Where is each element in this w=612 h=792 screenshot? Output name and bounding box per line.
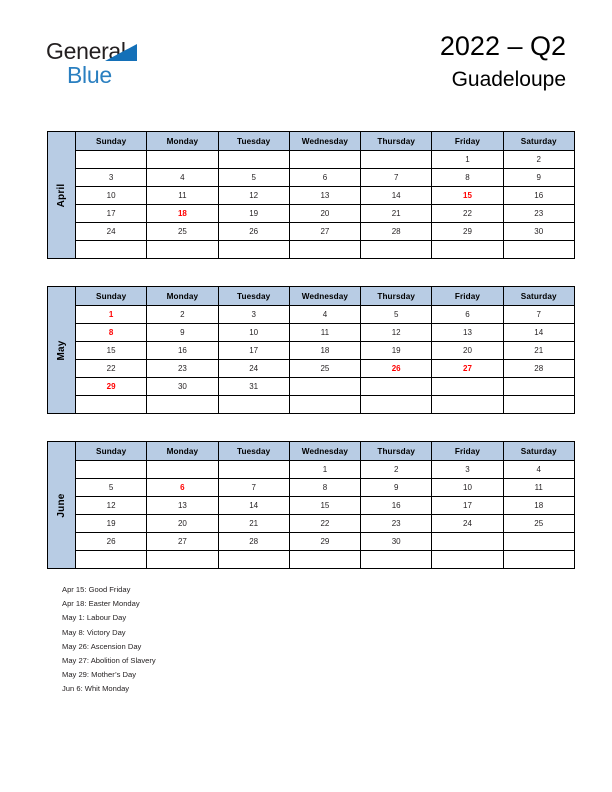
day-header-thursday: Thursday <box>361 442 432 461</box>
day-cell-april-8[interactable]: 8 <box>432 169 503 187</box>
day-header-thursday: Thursday <box>361 132 432 151</box>
day-cell-june-8[interactable]: 8 <box>289 479 360 497</box>
day-header-tuesday: Tuesday <box>218 442 289 461</box>
day-cell-june-9[interactable]: 9 <box>361 479 432 497</box>
week-row <box>48 551 575 569</box>
day-cell-may-3[interactable]: 3 <box>218 306 289 324</box>
holiday-legend <box>62 583 462 697</box>
day-cell-june-19[interactable]: 19 <box>76 515 147 533</box>
holiday-legend-item: May 27: Abolition of Slavery <box>62 656 156 666</box>
day-cell-april-13[interactable]: 13 <box>289 187 360 205</box>
day-cell-june-17[interactable]: 17 <box>432 497 503 515</box>
day-cell-empty <box>503 378 574 396</box>
day-cell-may-28[interactable]: 28 <box>503 360 574 378</box>
day-cell-empty <box>218 551 289 569</box>
day-cell-june-26[interactable]: 26 <box>76 533 147 551</box>
day-cell-empty <box>289 551 360 569</box>
day-cell-june-11[interactable]: 11 <box>503 479 574 497</box>
day-cell-may-8[interactable]: 8 <box>76 324 147 342</box>
week-row <box>48 151 575 169</box>
day-header-saturday: Saturday <box>503 132 574 151</box>
day-cell-may-5[interactable]: 5 <box>361 306 432 324</box>
day-cell-empty <box>76 151 147 169</box>
day-cell-empty <box>289 241 360 259</box>
day-cell-may-12[interactable]: 12 <box>361 324 432 342</box>
week-row <box>48 306 575 324</box>
month-table-may <box>47 286 575 414</box>
month-label-text: May <box>56 339 67 361</box>
day-cell-empty <box>503 396 574 414</box>
week-row <box>48 461 575 479</box>
day-header-thursday: Thursday <box>361 287 432 306</box>
day-cell-april-11[interactable]: 11 <box>147 187 218 205</box>
week-row <box>48 360 575 378</box>
day-cell-june-20[interactable]: 20 <box>147 515 218 533</box>
day-cell-empty <box>76 551 147 569</box>
day-cell-june-15[interactable]: 15 <box>289 497 360 515</box>
day-cell-april-21[interactable]: 21 <box>361 205 432 223</box>
title-block <box>440 30 566 93</box>
day-cell-may-1[interactable]: 1 <box>76 306 147 324</box>
day-header-saturday: Saturday <box>503 442 574 461</box>
day-cell-april-19[interactable]: 19 <box>218 205 289 223</box>
day-cell-june-7[interactable]: 7 <box>218 479 289 497</box>
day-cell-june-5[interactable]: 5 <box>76 479 147 497</box>
day-cell-empty <box>147 551 218 569</box>
page-subtitle: Guadeloupe <box>451 68 566 91</box>
day-cell-may-15[interactable]: 15 <box>76 342 147 360</box>
day-cell-may-7[interactable]: 7 <box>503 306 574 324</box>
day-header-friday: Friday <box>432 132 503 151</box>
day-cell-april-12[interactable]: 12 <box>218 187 289 205</box>
day-cell-may-13[interactable]: 13 <box>432 324 503 342</box>
day-header-sunday: Sunday <box>76 442 147 461</box>
day-cell-empty <box>503 551 574 569</box>
week-row <box>48 324 575 342</box>
day-cell-june-14[interactable]: 14 <box>218 497 289 515</box>
month-label-text: June <box>56 492 67 518</box>
page-title: 2022 – Q2 <box>439 31 566 61</box>
day-cell-june-22[interactable]: 22 <box>289 515 360 533</box>
day-cell-empty <box>76 461 147 479</box>
month-label-june <box>48 442 76 569</box>
day-cell-may-17[interactable]: 17 <box>218 342 289 360</box>
day-cell-may-16[interactable]: 16 <box>147 342 218 360</box>
day-cell-april-15[interactable]: 15 <box>432 187 503 205</box>
day-header-wednesday: Wednesday <box>289 132 360 151</box>
day-cell-april-6[interactable]: 6 <box>289 169 360 187</box>
week-row <box>48 241 575 259</box>
day-cell-june-4[interactable]: 4 <box>503 461 574 479</box>
day-cell-empty <box>147 396 218 414</box>
day-cell-may-14[interactable]: 14 <box>503 324 574 342</box>
week-row <box>48 378 575 396</box>
day-cell-june-25[interactable]: 25 <box>503 515 574 533</box>
week-row <box>48 205 575 223</box>
day-header-monday: Monday <box>147 442 218 461</box>
week-row <box>48 187 575 205</box>
month-table-april <box>47 131 575 259</box>
day-cell-may-20[interactable]: 20 <box>432 342 503 360</box>
day-cell-june-28[interactable]: 28 <box>218 533 289 551</box>
day-cell-may-25[interactable]: 25 <box>289 360 360 378</box>
month-label-may <box>48 287 76 414</box>
holiday-legend-item: May 8: Victory Day <box>62 627 126 637</box>
day-cell-may-23[interactable]: 23 <box>147 360 218 378</box>
week-row <box>48 396 575 414</box>
day-cell-empty <box>503 533 574 551</box>
day-cell-june-29[interactable]: 29 <box>289 533 360 551</box>
day-cell-june-16[interactable]: 16 <box>361 497 432 515</box>
day-cell-may-18[interactable]: 18 <box>289 342 360 360</box>
day-cell-empty <box>218 461 289 479</box>
day-cell-april-27[interactable]: 27 <box>289 223 360 241</box>
day-header-row <box>48 287 575 306</box>
day-cell-empty <box>432 241 503 259</box>
brand-name-general: General <box>46 38 126 64</box>
day-cell-june-3[interactable]: 3 <box>432 461 503 479</box>
week-row <box>48 479 575 497</box>
day-cell-april-16[interactable]: 16 <box>503 187 574 205</box>
day-cell-april-30[interactable]: 30 <box>503 223 574 241</box>
day-cell-empty <box>147 241 218 259</box>
day-cell-april-20[interactable]: 20 <box>289 205 360 223</box>
day-cell-may-29[interactable]: 29 <box>76 378 147 396</box>
day-cell-april-1[interactable]: 1 <box>432 151 503 169</box>
day-cell-empty <box>147 151 218 169</box>
day-cell-june-23[interactable]: 23 <box>361 515 432 533</box>
week-row <box>48 497 575 515</box>
day-cell-june-6[interactable]: 6 <box>147 479 218 497</box>
holiday-legend-item: May 29: Mother’s Day <box>62 670 136 680</box>
day-cell-april-24[interactable]: 24 <box>76 223 147 241</box>
day-cell-may-24[interactable]: 24 <box>218 360 289 378</box>
day-cell-may-10[interactable]: 10 <box>218 324 289 342</box>
month-table-june <box>47 441 575 569</box>
day-cell-may-6[interactable]: 6 <box>432 306 503 324</box>
day-cell-may-30[interactable]: 30 <box>147 378 218 396</box>
week-row <box>48 223 575 241</box>
day-cell-may-21[interactable]: 21 <box>503 342 574 360</box>
day-cell-june-24[interactable]: 24 <box>432 515 503 533</box>
day-cell-may-19[interactable]: 19 <box>361 342 432 360</box>
day-header-row <box>48 442 575 461</box>
day-cell-april-29[interactable]: 29 <box>432 223 503 241</box>
holiday-legend-item: May 26: Ascension Day <box>62 641 142 651</box>
month-block-may <box>47 286 566 414</box>
week-row <box>48 169 575 187</box>
day-cell-april-17[interactable]: 17 <box>76 205 147 223</box>
day-cell-empty <box>503 241 574 259</box>
day-cell-june-1[interactable]: 1 <box>289 461 360 479</box>
month-block-june <box>47 441 566 569</box>
day-cell-april-2[interactable]: 2 <box>503 151 574 169</box>
day-header-tuesday: Tuesday <box>218 287 289 306</box>
day-header-sunday: Sunday <box>76 287 147 306</box>
day-cell-may-9[interactable]: 9 <box>147 324 218 342</box>
day-cell-april-26[interactable]: 26 <box>218 223 289 241</box>
day-cell-april-23[interactable]: 23 <box>503 205 574 223</box>
day-cell-april-22[interactable]: 22 <box>432 205 503 223</box>
day-cell-april-4[interactable]: 4 <box>147 169 218 187</box>
holiday-legend-item: Apr 18: Easter Monday <box>62 599 140 609</box>
day-cell-empty <box>432 396 503 414</box>
day-cell-june-18[interactable]: 18 <box>503 497 574 515</box>
day-cell-june-30[interactable]: 30 <box>361 533 432 551</box>
day-cell-may-4[interactable]: 4 <box>289 306 360 324</box>
day-header-saturday: Saturday <box>503 287 574 306</box>
day-cell-may-27[interactable]: 27 <box>432 360 503 378</box>
day-cell-may-22[interactable]: 22 <box>76 360 147 378</box>
month-label-april <box>48 132 76 259</box>
day-cell-empty <box>218 241 289 259</box>
day-cell-empty <box>289 378 360 396</box>
day-cell-empty <box>218 396 289 414</box>
day-cell-empty <box>432 551 503 569</box>
day-cell-april-9[interactable]: 9 <box>503 169 574 187</box>
day-cell-june-2[interactable]: 2 <box>361 461 432 479</box>
day-cell-empty <box>289 151 360 169</box>
day-header-wednesday: Wednesday <box>289 287 360 306</box>
day-cell-may-11[interactable]: 11 <box>289 324 360 342</box>
month-label-text: April <box>56 183 67 207</box>
day-cell-april-7[interactable]: 7 <box>361 169 432 187</box>
day-cell-empty <box>76 241 147 259</box>
day-cell-june-12[interactable]: 12 <box>76 497 147 515</box>
day-cell-may-26[interactable]: 26 <box>361 360 432 378</box>
day-header-sunday: Sunday <box>76 132 147 151</box>
day-cell-may-2[interactable]: 2 <box>147 306 218 324</box>
day-cell-empty <box>289 396 360 414</box>
day-header-friday: Friday <box>432 287 503 306</box>
day-cell-empty <box>218 151 289 169</box>
day-cell-april-10[interactable]: 10 <box>76 187 147 205</box>
day-cell-empty <box>361 396 432 414</box>
day-cell-empty <box>76 396 147 414</box>
brand-triangle-icon <box>105 44 137 61</box>
page-header <box>0 0 612 120</box>
day-cell-april-14[interactable]: 14 <box>361 187 432 205</box>
day-cell-april-25[interactable]: 25 <box>147 223 218 241</box>
day-header-monday: Monday <box>147 287 218 306</box>
day-cell-may-31[interactable]: 31 <box>218 378 289 396</box>
brand-logo <box>46 38 226 98</box>
day-cell-empty <box>361 551 432 569</box>
holiday-legend-item: May 1: Labour Day <box>62 613 127 623</box>
day-cell-june-27[interactable]: 27 <box>147 533 218 551</box>
day-cell-empty <box>361 241 432 259</box>
day-cell-april-28[interactable]: 28 <box>361 223 432 241</box>
week-row <box>48 533 575 551</box>
day-cell-empty <box>432 378 503 396</box>
day-cell-empty <box>147 461 218 479</box>
day-cell-april-18[interactable]: 18 <box>147 205 218 223</box>
holiday-legend-item: Apr 15: Good Friday <box>62 585 131 594</box>
day-cell-june-10[interactable]: 10 <box>432 479 503 497</box>
day-header-row <box>48 132 575 151</box>
day-cell-empty <box>361 151 432 169</box>
day-header-wednesday: Wednesday <box>289 442 360 461</box>
day-cell-june-13[interactable]: 13 <box>147 497 218 515</box>
day-header-tuesday: Tuesday <box>218 132 289 151</box>
day-header-friday: Friday <box>432 442 503 461</box>
day-header-monday: Monday <box>147 132 218 151</box>
week-row <box>48 515 575 533</box>
day-cell-empty <box>361 378 432 396</box>
week-row <box>48 342 575 360</box>
holiday-legend-item: Jun 6: Whit Monday <box>62 684 130 694</box>
day-cell-june-21[interactable]: 21 <box>218 515 289 533</box>
month-block-april <box>47 131 566 259</box>
day-cell-april-3[interactable]: 3 <box>76 169 147 187</box>
brand-name-blue: Blue <box>67 62 112 88</box>
day-cell-empty <box>432 533 503 551</box>
day-cell-april-5[interactable]: 5 <box>218 169 289 187</box>
